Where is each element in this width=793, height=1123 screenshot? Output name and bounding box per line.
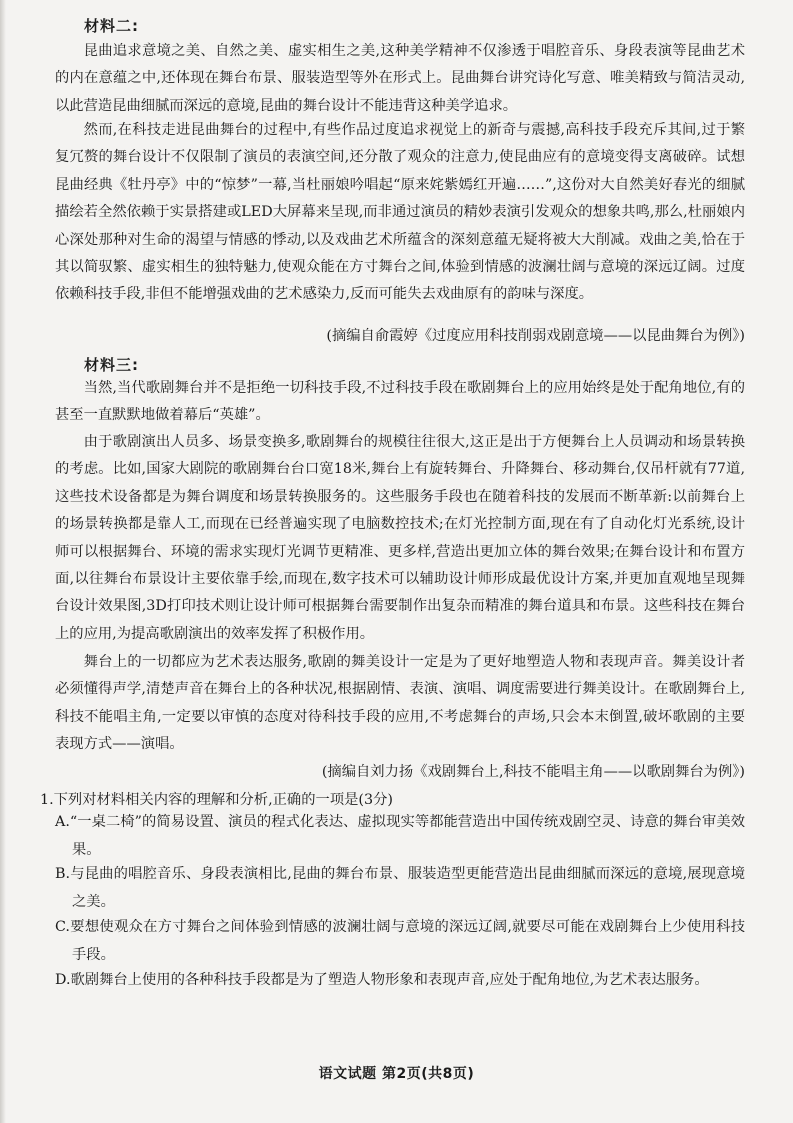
material-3-source: (摘编自刘力扬《戏剧舞台上,科技不能唱主角——以歌剧舞台为例》) <box>321 764 745 780</box>
material-2-title: 材料二: <box>84 17 139 35</box>
scan-edge <box>0 0 6 1123</box>
page-footer: 语文试题 第2页(共8页) <box>318 1066 475 1082</box>
question-1-stem: 1.下列对材料相关内容的理解和分析,正确的一项是(3分) <box>40 792 393 808</box>
material-2-paragraph-1: 昆曲追求意境之美、自然之美、虚实相生之美,这种美学精神不仅渗透于唱腔音乐、身段表演等昆曲艺术的内在意蕴之中,还体现在舞台布景、服装造型等外在形式上。昆曲舞台讲究诗化写意、唯美精致与简洁灵动,以此营造昆曲细腻而深远的意境,昆曲的舞台设计不能违背这种美学追求。 <box>55 43 745 114</box>
question-1-option-c: C.要想使观众在方寸舞台之间体验到情感的波澜壮阔与意境的深远辽阔,就要尽可能在戏剧舞台上少使用科技手段。 <box>55 919 745 963</box>
question-1-option-d: D.歌剧舞台上使用的各种科技手段都是为了塑造人物形象和表现声音,应处于配角地位,为艺术表达服务。 <box>55 972 709 988</box>
question-1-option-a: A.“一桌二椅”的简易设置、演员的程式化表达、虚拟现实等都能营造出中国传统戏剧空灵、诗意的舞台审美效果。 <box>55 814 745 858</box>
material-2-source: (摘编自俞霞婷《过度应用科技削弱戏剧意境——以昆曲舞台为例》) <box>326 328 745 344</box>
material-3-paragraph-1: 当然,当代歌剧舞台并不是拒绝一切科技手段,不过科技手段在歌剧舞台上的应用始终是处于配角地位,有的甚至一直默默地做着幕后“英雄”。 <box>55 380 745 424</box>
material-3-title: 材料三: <box>84 356 139 374</box>
material-3-paragraph-3: 舞台上的一切都应为艺术表达服务,歌剧的舞美设计一定是为了更好地塑造人物和表现声音。舞美设计者必须懂得声学,清楚声音在舞台上的各种状况,根据剧情、表演、演唱、调度需要进行舞美设计。在歌剧舞台上,科技不能唱主角,一定要以审慎的态度对待科技手段的应用,不考虑舞台的声场,只会本末倒置,破坏歌剧的主要表现方式——演唱。 <box>55 654 745 753</box>
question-1-option-b: B.与昆曲的唱腔音乐、身段表演相比,昆曲的舞台布景、服装造型更能营造出昆曲细腻而深远的意境,展现意境之美。 <box>55 866 745 910</box>
material-3-paragraph-2: 由于歌剧演出人员多、场景变换多,歌剧舞台的规模往往很大,这正是出于方便舞台上人员调动和场景转换的考虑。比如,国家大剧院的歌剧舞台台口宽18米,舞台上有旋转舞台、升降舞台、移动舞台,仅吊杆就有77道,这些技术设备都是为舞台调度和场景转换服务的。这些服务手段也在随着科技的发展而不断革新:以前舞台上的场景转换都是靠人工,而现在已经普遍实现了电脑数控技术;在灯光控制方面,现在有了自动化灯光系统,设计师可以根据舞台、环境的需求实现灯光调节更精准、更多样,营造出更加立体的舞台效果;在舞台设计和布置方面,以往舞台布景设计主要依靠手绘,而现在,数字技术可以辅助设计师形成最优设计方案,并更加直观地呈现舞台设计效果图,3D打印技术则让设计师可根据舞台需要制作出复杂而精准的舞台道具和布景。这些科技在舞台上的应用,为提高歌剧演出的效率发挥了积极作用。 <box>55 434 745 642</box>
material-2-paragraph-2: 然而,在科技走进昆曲舞台的过程中,有些作品过度追求视觉上的新奇与震撼,高科技手段充斥其间,过于繁复冗赘的舞台设计不仅限制了演员的表演空间,还分散了观众的注意力,使昆曲应有的意境变得支离破碎。试想昆曲经典《牡丹亭》中的“惊梦”一幕,当杜丽娘吟唱起“原来姹紫嫣红开遍……”,这份对大自然美好春光的细腻描绘若全然依赖于实景搭建或LED大屏幕来呈现,而非通过演员的精妙表演引发观众的想象共鸣,那么,杜丽娘内心深处那种对生命的渴望与情感的悸动,以及戏曲艺术所蕴含的深刻意蕴无疑将被大大削减。戏曲之美,恰在于其以简驭繁、虚实相生的独特魅力,使观众能在方寸舞台之间,体验到情感的波澜壮阔与意境的深远辽阔。过度依赖科技手段,非但不能增强戏曲的艺术感染力,反而可能失去戏曲原有的韵味与深度。 <box>55 122 745 303</box>
